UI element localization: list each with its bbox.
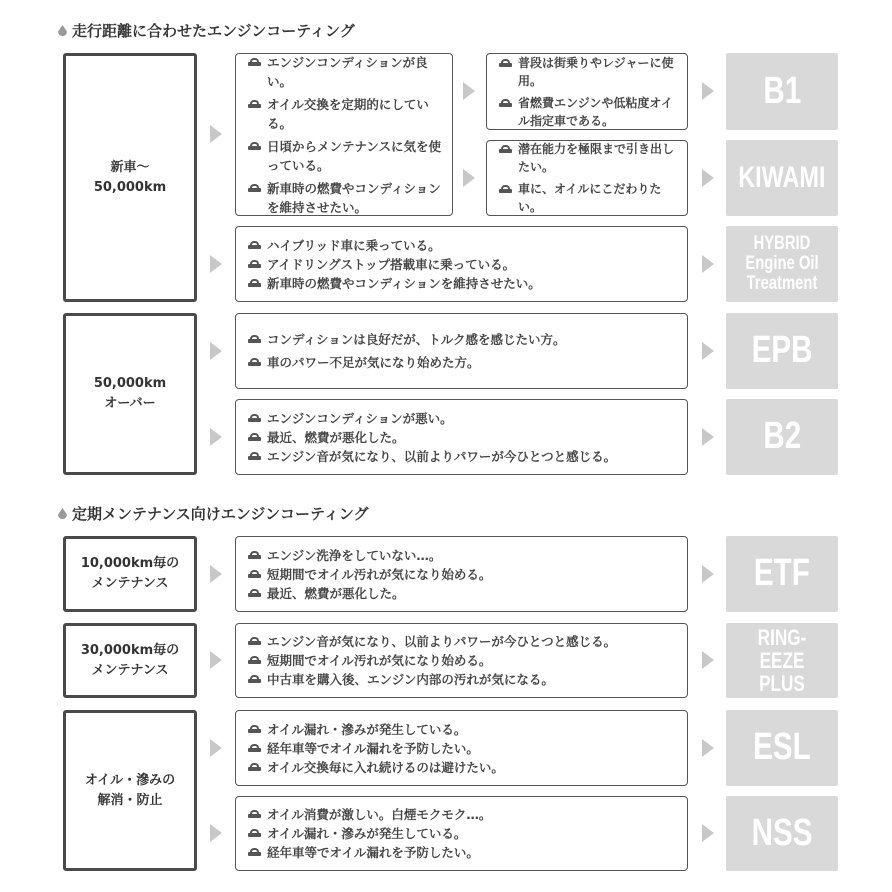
arrow-icon	[702, 824, 714, 842]
condition-item	[248, 584, 677, 603]
car-icon	[248, 810, 261, 819]
arrow-icon	[210, 125, 222, 143]
condition-item	[248, 53, 442, 91]
condition-text: オイル漏れ・滲みが発生している。	[267, 721, 467, 737]
group-label-box	[63, 536, 197, 612]
arrow-icon	[210, 739, 222, 757]
drop-icon	[58, 508, 67, 519]
condition-text: 短期間でオイル汚れが気になり始める。	[267, 566, 492, 582]
condition-item	[248, 236, 677, 255]
car-icon	[248, 100, 261, 109]
arrow-icon	[210, 342, 222, 360]
group-label-box	[63, 623, 197, 698]
section-title-text: 走行距離に合わせたエンジンコーティング	[72, 22, 355, 40]
product-name: ESL	[753, 726, 811, 769]
car-icon	[499, 185, 512, 194]
condition-text: ハイブリッド車に乗っている。	[267, 237, 441, 253]
car-icon	[248, 637, 261, 646]
product-tile[interactable]	[726, 53, 838, 130]
car-icon	[248, 452, 261, 461]
condition-text: 新車時の燃費やコンディションを維持させたい。	[267, 180, 441, 215]
condition-box	[235, 53, 453, 216]
group-label: 50,000km オーバー	[93, 376, 167, 411]
condition-item	[248, 758, 677, 777]
condition-item	[248, 428, 677, 447]
condition-text: 普段は街乗りやレジャーに使用。	[518, 55, 674, 88]
condition-text: 最近、燃費が悪化した。	[267, 429, 405, 445]
product-name: KIWAMI	[738, 161, 826, 195]
section-title	[58, 503, 369, 524]
condition-text: 車のパワー不足が気になり始めた方。	[267, 355, 480, 370]
arrow-icon	[702, 739, 714, 757]
drop-icon	[58, 25, 67, 36]
arrow-icon	[210, 824, 222, 842]
arrow-icon	[463, 169, 475, 187]
condition-text: オイル交換を定期的にしている。	[267, 96, 429, 131]
condition-text: 日頃からメンテナンスに気を使っている。	[267, 138, 442, 173]
arrow-icon	[702, 342, 714, 360]
condition-item	[248, 546, 677, 565]
condition-item	[248, 805, 677, 824]
product-name: HYBRID Engine Oil Treatment	[745, 233, 819, 294]
car-icon	[248, 848, 261, 857]
product-tile[interactable]	[726, 623, 838, 698]
car-icon	[248, 279, 261, 288]
group-label: 30,000km毎の メンテナンス	[80, 642, 180, 678]
arrow-icon	[702, 82, 714, 100]
condition-text: オイル消費が激しい。白煙モクモク…。	[267, 807, 492, 822]
condition-text: 経年車等でオイル漏れを予防したい。	[267, 740, 479, 756]
car-icon	[248, 570, 261, 579]
condition-item	[499, 54, 677, 90]
condition-item	[248, 255, 677, 274]
condition-box	[235, 226, 688, 302]
car-icon	[248, 142, 261, 151]
condition-item	[248, 330, 677, 349]
car-icon	[248, 763, 261, 772]
car-icon	[248, 241, 261, 250]
car-icon	[499, 145, 512, 154]
condition-item	[248, 739, 677, 758]
arrow-icon	[702, 565, 714, 583]
condition-item	[248, 670, 677, 689]
car-icon	[248, 656, 261, 665]
arrow-icon	[210, 255, 222, 273]
product-name: EPB	[751, 329, 813, 372]
condition-item	[248, 824, 677, 843]
arrow-icon	[210, 651, 222, 669]
group-label-box	[63, 313, 197, 475]
car-icon	[248, 260, 261, 269]
condition-text: エンジン音が気になり、以前よりパワーが今ひとつと感じる。	[267, 448, 617, 464]
condition-text: エンジンコンディションが悪い。	[267, 410, 453, 426]
condition-item	[248, 274, 677, 293]
condition-item	[248, 843, 677, 862]
condition-box	[235, 623, 688, 698]
product-name: NSS	[751, 811, 813, 854]
car-icon	[248, 184, 261, 193]
arrow-icon	[210, 428, 222, 446]
product-tile[interactable]	[726, 796, 838, 871]
condition-text: 最近、燃費が悪化した。	[267, 585, 405, 601]
condition-text: エンジン洗浄をしていない…。	[267, 547, 442, 563]
group-label-box	[63, 53, 197, 302]
condition-item	[248, 565, 677, 584]
car-icon	[499, 99, 512, 108]
car-icon	[248, 58, 261, 67]
condition-text: 省燃費エンジンや低粘度オイル指定車である。	[518, 95, 673, 128]
group-label: 新車〜 50,000km	[93, 159, 167, 195]
group-label: オイル・滲みの 解消・防止	[84, 772, 176, 808]
car-icon	[248, 675, 261, 684]
condition-item	[248, 720, 677, 739]
car-icon	[499, 59, 512, 68]
condition-item	[248, 353, 677, 372]
condition-item	[248, 179, 442, 217]
condition-box	[235, 796, 688, 871]
condition-text: 経年車等でオイル漏れを予防したい。	[267, 845, 479, 860]
product-tile[interactable]	[726, 140, 838, 216]
condition-text: 短期間でオイル汚れが気になり始める。	[267, 653, 492, 668]
product-name: ETF	[754, 552, 810, 595]
car-icon	[248, 358, 261, 367]
car-icon	[248, 433, 261, 442]
condition-text: 中古車を購入後、エンジン内部の汚れが気になる。	[267, 672, 554, 687]
group-label-box	[63, 710, 197, 871]
product-tile[interactable]	[726, 313, 838, 389]
condition-item	[248, 409, 677, 428]
condition-text: オイル漏れ・滲みが発生している。	[267, 826, 467, 841]
arrow-icon	[702, 651, 714, 669]
condition-text: 新車時の燃費やコンディションを維持させたい。	[267, 275, 541, 291]
condition-box	[235, 536, 688, 612]
arrow-icon	[702, 255, 714, 273]
product-tile[interactable]	[726, 226, 838, 302]
condition-item	[248, 447, 677, 466]
condition-item	[499, 140, 677, 176]
product-tile[interactable]	[726, 399, 838, 475]
car-icon	[248, 744, 261, 753]
condition-box	[235, 313, 688, 389]
condition-item	[248, 632, 677, 651]
condition-item	[248, 95, 442, 133]
condition-text: エンジン音が気になり、以前よりパワーが今ひとつと感じる。	[267, 634, 617, 649]
condition-item	[499, 94, 677, 130]
condition-box	[235, 399, 688, 475]
condition-text: 車に、オイルにこだわりたい。	[518, 182, 662, 214]
car-icon	[248, 414, 261, 423]
product-name: B1	[763, 69, 801, 112]
condition-box	[486, 140, 688, 216]
section-title	[58, 20, 355, 41]
condition-text: オイル交換毎に入れ続けるのは避けたい。	[267, 759, 504, 775]
product-name: B2	[763, 415, 801, 458]
product-name: RING-EEZE PLUS	[757, 624, 807, 697]
arrow-icon	[210, 565, 222, 583]
car-icon	[248, 829, 261, 838]
condition-text: エンジンコンディションが良い。	[267, 54, 428, 89]
condition-box	[235, 710, 688, 786]
car-icon	[248, 335, 261, 344]
condition-text: アイドリングストップ搭載車に乗っている。	[267, 256, 516, 272]
product-tile[interactable]	[726, 536, 838, 612]
group-label: 10,000km毎の メンテナンス	[80, 556, 180, 591]
product-tile[interactable]	[726, 710, 838, 786]
condition-text: コンディションは良好だが、トルク感を感じたい方。	[267, 332, 566, 347]
condition-item	[499, 180, 677, 216]
condition-item	[248, 137, 442, 175]
condition-text: 潜在能力を極限まで引き出したい。	[518, 142, 675, 174]
section-title-text: 定期メンテナンス向けエンジンコーティング	[72, 505, 369, 523]
car-icon	[248, 551, 261, 560]
arrow-icon	[702, 169, 714, 187]
arrow-icon	[702, 428, 714, 446]
car-icon	[248, 725, 261, 734]
condition-box	[486, 53, 688, 130]
condition-item	[248, 651, 677, 670]
car-icon	[248, 589, 261, 598]
arrow-icon	[463, 82, 475, 100]
